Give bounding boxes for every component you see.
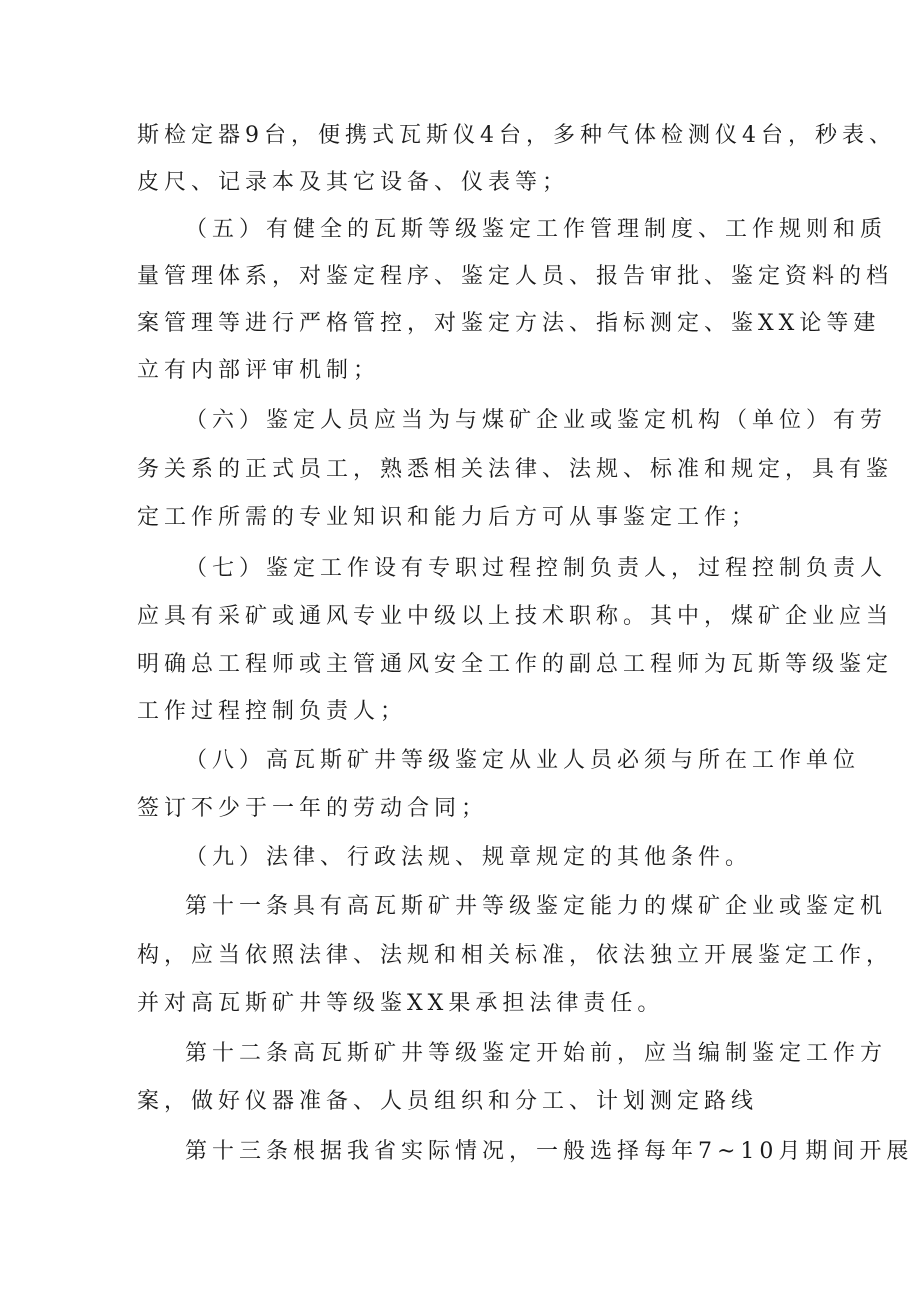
text-line: 案管理等进行严格管控，对鉴定方法、指标测定、鉴XX论等建 — [137, 311, 881, 336]
paragraph-start-line: （八）高瓦斯矿井等级鉴定从业人员必须与所在工作单位 — [185, 748, 861, 773]
text-line: 工作过程控制负责人； — [137, 699, 408, 724]
paragraph-start-line: （七）鉴定工作设有专职过程控制负责人，过程控制负责人 — [185, 556, 888, 581]
text-line: 量管理体系，对鉴定程序、鉴定人员、报告审批、鉴定资料的档 — [137, 264, 894, 289]
paragraph-start-line: 第十三条根据我省实际情况，一般选择每年7~10月期间开展 — [185, 1139, 914, 1164]
text-line: 并对高瓦斯矿井等级鉴XX果承担法律责任。 — [137, 991, 665, 1016]
text-line: 明确总工程师或主管通风安全工作的副总工程师为瓦斯等级鉴定 — [137, 652, 894, 677]
text-line: 构，应当依照法律、法规和相关标准，依法独立开展鉴定工作， — [137, 943, 894, 968]
text-line: 斯检定器9台，便携式瓦斯仪4台，多种气体检测仪4台，秒表、 — [137, 123, 896, 148]
text-line: 案，做好仪器准备、人员组织和分工、计划测定路线 — [137, 1089, 759, 1114]
text-line: 务关系的正式员工，熟悉相关法律、法规、标准和规定，具有鉴 — [137, 457, 894, 482]
paragraph-start-line: 第十一条具有高瓦斯矿井等级鉴定能力的煤矿企业或鉴定机 — [185, 894, 888, 919]
paragraph-start-line: （九）法律、行政法规、规章规定的其他条件。 — [185, 845, 753, 870]
paragraph-start-line: 第十二条高瓦斯矿井等级鉴定开始前，应当编制鉴定工作方 — [185, 1041, 888, 1066]
text-line: 皮尺、记录本及其它设备、仪表等； — [137, 170, 570, 195]
paragraph-start-line: （六）鉴定人员应当为与煤矿企业或鉴定机构（单位）有劳 — [185, 408, 888, 433]
text-line: 应具有采矿或通风专业中级以上技术职称。其中，煤矿企业应当 — [137, 604, 894, 629]
paragraph-start-line: （五）有健全的瓦斯等级鉴定工作管理制度、工作规则和质 — [185, 217, 888, 242]
text-line: 立有内部评审机制； — [137, 358, 381, 383]
text-line: 定工作所需的专业知识和能力后方可从事鉴定工作； — [137, 505, 759, 530]
text-line: 签订不少于一年的劳动合同； — [137, 796, 489, 821]
